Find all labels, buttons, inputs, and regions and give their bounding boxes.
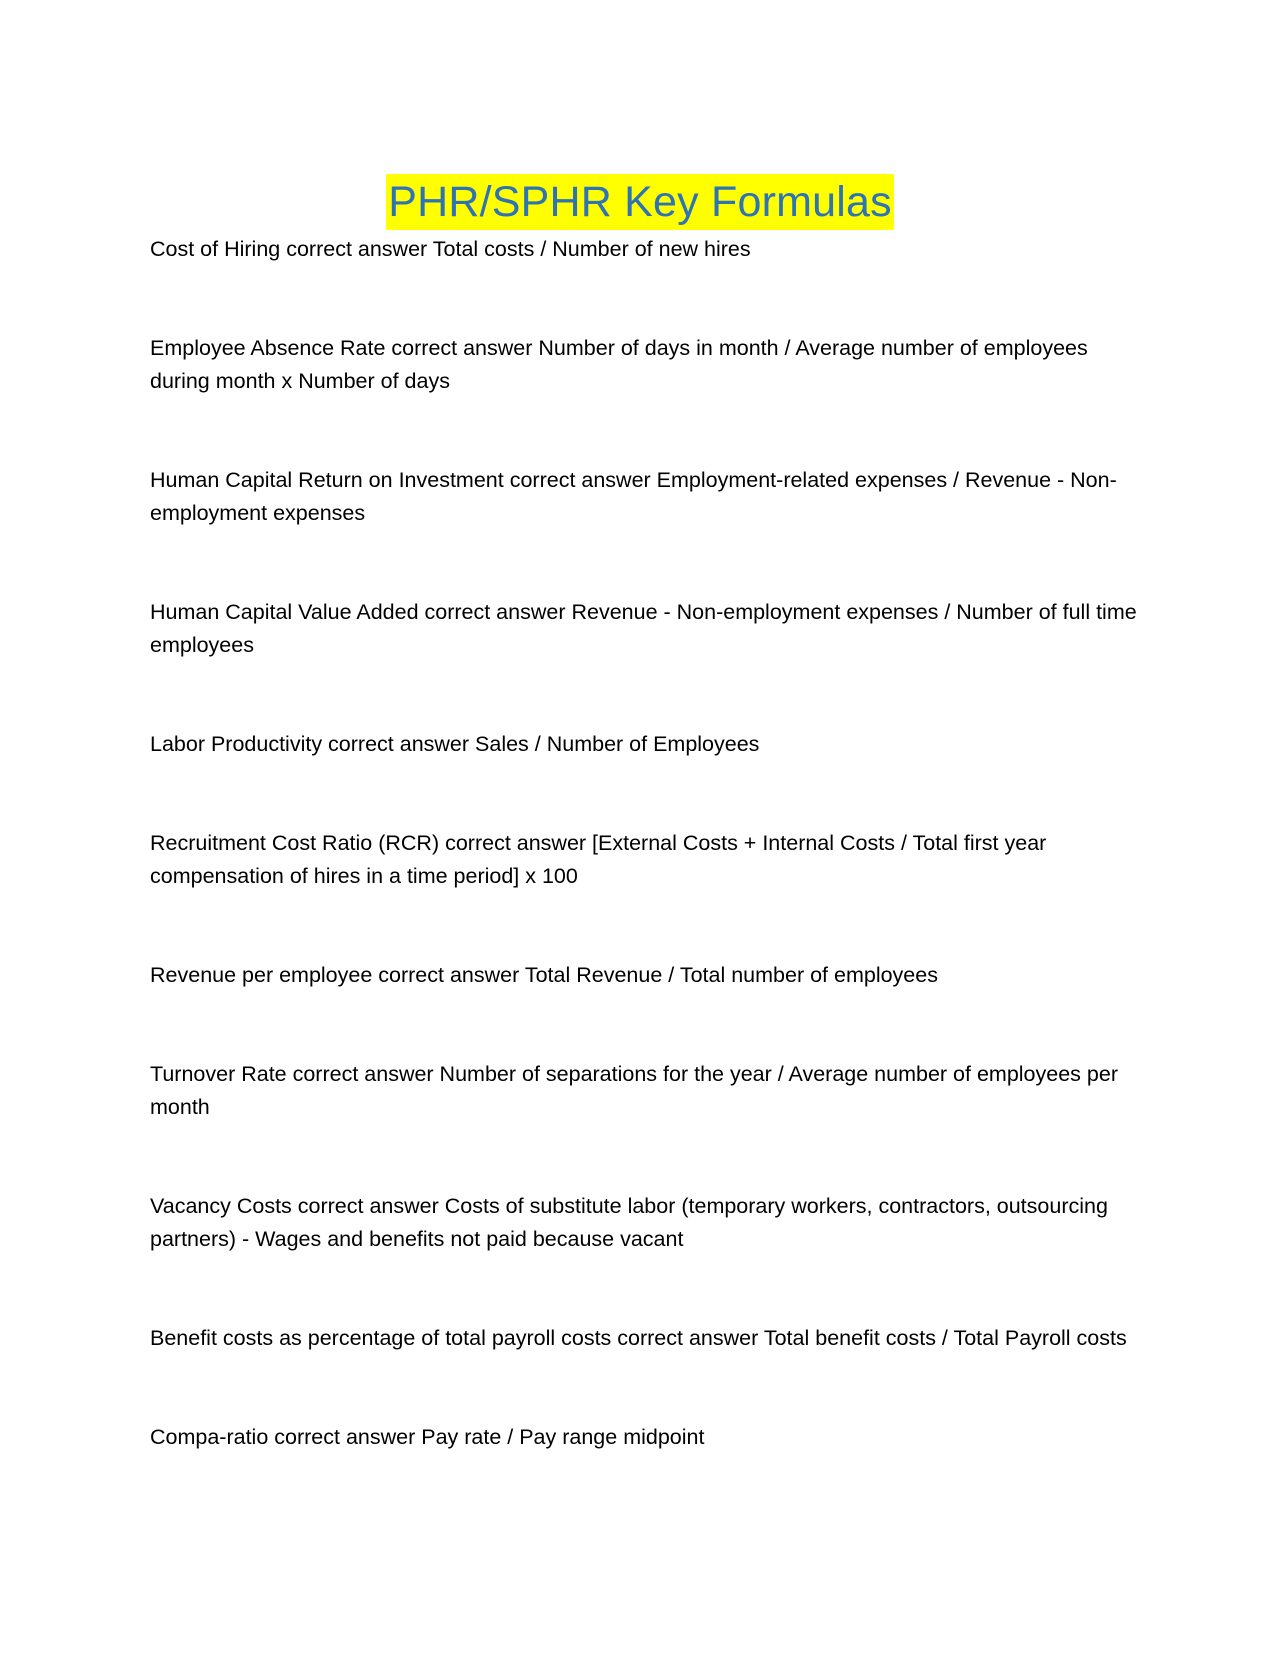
formula-entry-compa-ratio: Compa-ratio correct answer Pay rate / Pay range midpoint	[150, 1425, 705, 1449]
formula-list	[150, 233, 1140, 1520]
formula-entry-labor-productivity: Labor Productivity correct answer Sales / Number of Employees	[150, 732, 760, 756]
formula-entry-revenue-per-employee: Revenue per employee correct answer Total Revenue / Total number of employees	[150, 963, 938, 987]
formula-entry-employee-absence-rate: Employee Absence Rate correct answer Number of days in month / Average number of employees during month x Number of days	[150, 336, 1088, 393]
formula-entry-cost-of-hiring: Cost of Hiring correct answer Total costs / Number of new hires	[150, 237, 751, 261]
page-title: PHR/SPHR Key Formulas	[386, 174, 894, 230]
title-container	[0, 174, 1280, 230]
formula-entry-benefit-costs-percentage: Benefit costs as percentage of total payroll costs correct answer Total benefit costs / Total Payroll costs	[150, 1326, 1127, 1350]
formula-entry-turnover-rate: Turnover Rate correct answer Number of separations for the year / Average number of employees per month	[150, 1062, 1118, 1119]
formula-entry-recruitment-cost-ratio: Recruitment Cost Ratio (RCR) correct answer [External Costs + Internal Costs / Total first year compensation of hires in a time period] x 100	[150, 831, 1047, 888]
formula-entry-vacancy-costs: Vacancy Costs correct answer Costs of substitute labor (temporary workers, contractors, outsourcing partners) - Wages and benefits not paid because vacant	[150, 1194, 1108, 1251]
formula-entry-human-capital-value-added: Human Capital Value Added correct answer Revenue - Non-employment expenses / Number of full time employees	[150, 600, 1137, 657]
formula-entry-human-capital-roi: Human Capital Return on Investment correct answer Employment-related expenses / Revenue - Non-employment expenses	[150, 468, 1117, 525]
